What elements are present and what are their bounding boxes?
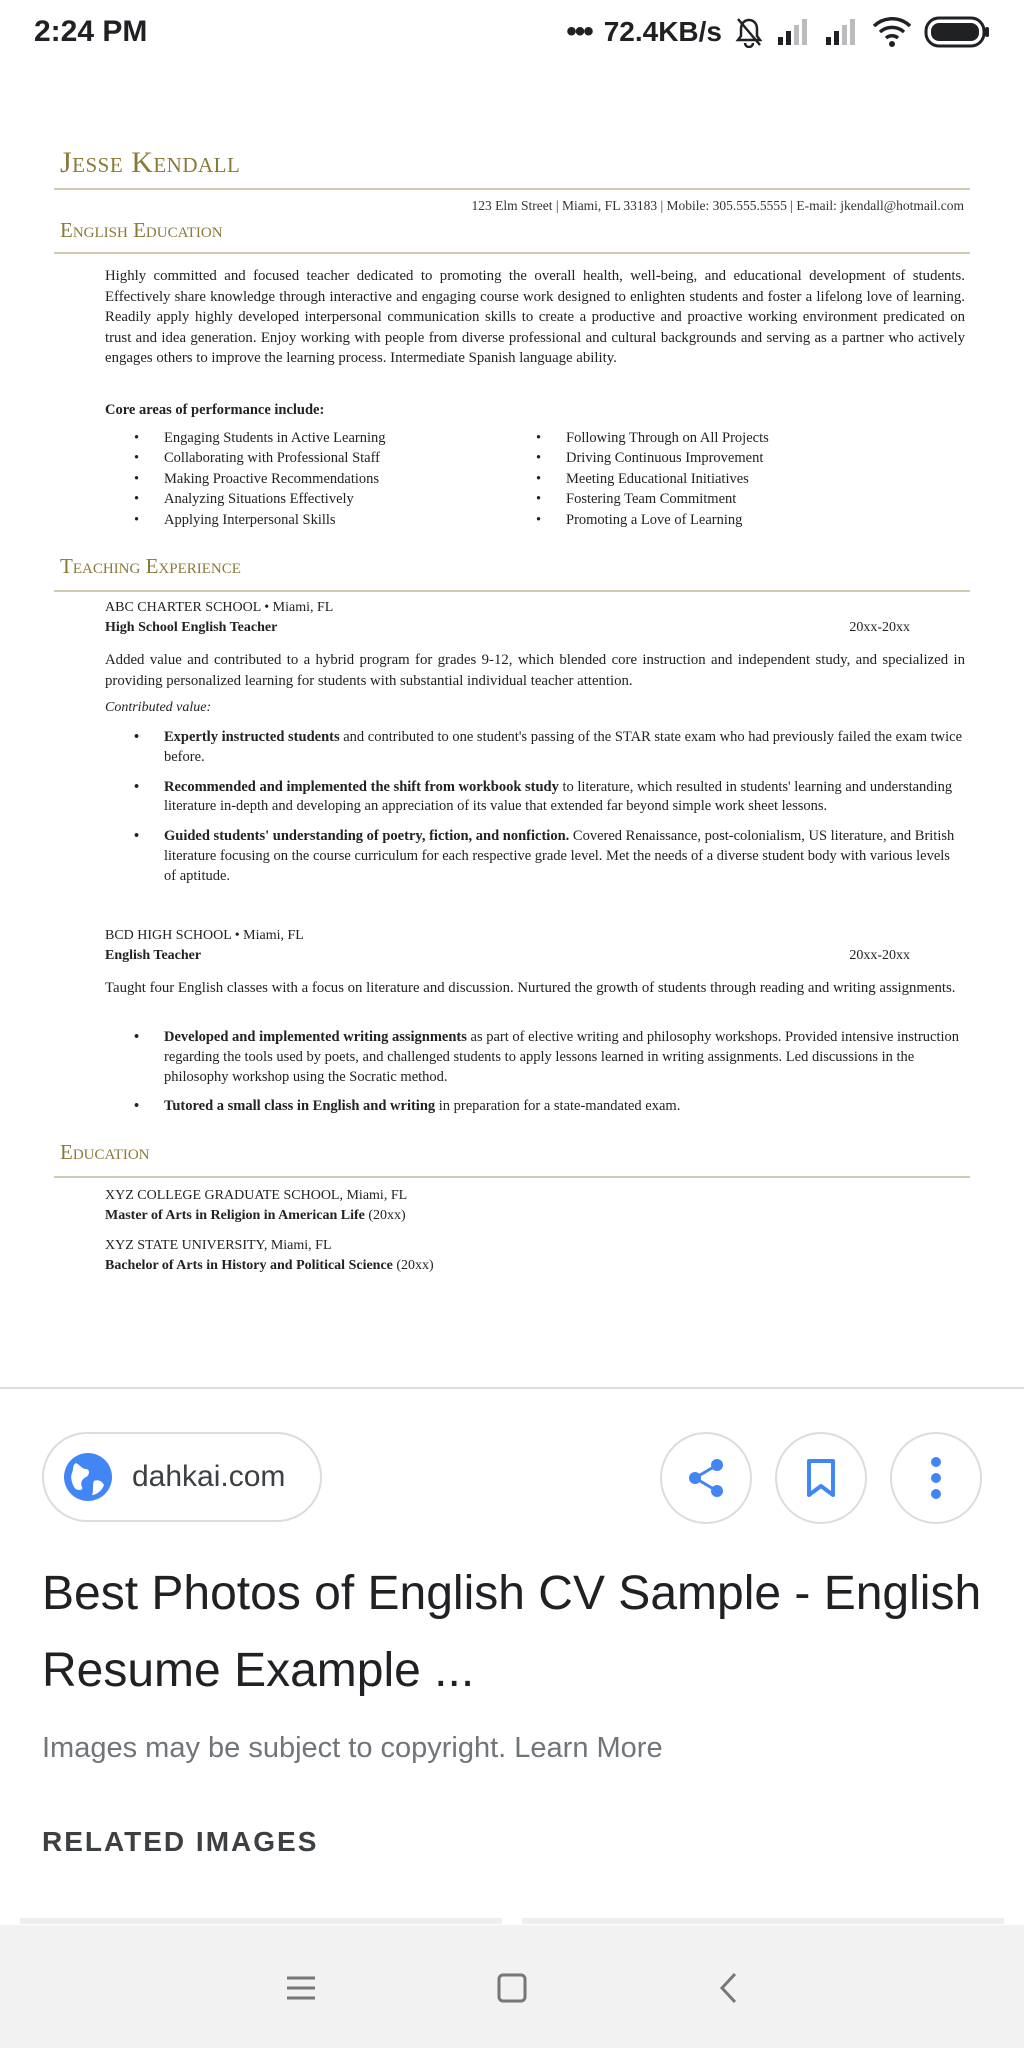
job1-bullets [134,728,964,897]
resume-rule [54,188,970,190]
related-images-heading: RELATED IMAGES [42,1826,319,1857]
signal-icon-2 [824,17,860,47]
resume-title: English Education [60,218,223,242]
list-item: • Promoting a Love of Learning [536,510,769,530]
education-title: Education [60,1140,150,1164]
job2-role: English Teacher [105,948,202,963]
back-nav-button[interactable] [703,1963,753,2013]
edu2-degree: Bachelor of Arts in History and Political Science (20xx) [105,1258,434,1273]
list-item: • Applying Interpersonal Skills [134,510,386,530]
list-item: • Expertly instructed students and contributed to one student's passing of the STAR state exam who had previously failed the exam twice before. [134,728,964,768]
resume-name: Jesse Kendall [60,146,241,179]
job1-dates: 20xx-20xx [849,620,910,635]
resume-image[interactable] [50,130,980,1300]
job2-dates: 20xx-20xx [849,948,910,963]
job1-contributed-label: Contributed value: [105,700,212,715]
battery-icon [924,15,990,49]
job1-description: Added value and contributed to a hybrid program for grades 9-12, which blended core instruction and independent study, and specialized in providing personalized learning for students with substantial individual teacher attention. [105,652,965,689]
menu-nav-button[interactable] [276,1963,326,2013]
navigation-bar [0,1925,1024,2048]
resume-contact: 123 Elm Street | Miami, FL 33183 | Mobile: 305.555.5555 | E-mail: jkendall@hotmail.com [471,198,964,213]
resume-rule [54,252,970,254]
list-item: • Following Through on All Projects [536,428,769,448]
more-dots-icon: ••• [566,15,592,48]
status-time: 2:24 PM [34,15,148,48]
core-heading: Core areas of performance include: [105,402,325,418]
home-square-icon [496,1972,528,2004]
share-icon [684,1456,728,1500]
job2-bullets [134,1028,964,1127]
menu-icon [285,1974,317,2002]
job2-school: BCD HIGH SCHOOL • Miami, FL [105,928,304,943]
source-site-chip[interactable] [42,1432,322,1522]
status-bar [0,0,1024,64]
list-item: • Developed and implemented writing assignments as part of elective writing and philosophy workshops. Provided intensive instruction regarding the tools used by poets, and challenged students to apply lessons learned in writing assignments. Led discussions in the philosophy workshop using the Socratic method. [134,1028,964,1087]
list-item: • Recommended and implemented the shift from workbook study to literature, which resulted in students' learning and understanding literature in-depth and developing an appreciation of its value that extended far beyond simple work sheet lessons. [134,778,964,818]
core-list-left [134,428,386,530]
bookmark-icon [803,1457,839,1499]
status-icons [566,15,990,49]
result-title[interactable]: Best Photos of English CV Sample - English Resume Example ... [42,1567,982,1697]
panel-divider [0,1387,1024,1389]
list-item: • Guided students' understanding of poetry, fiction, and nonfiction. Covered Renaissance, post-colonialism, US literature, and British literature focusing on the course curriculum for each respective grade level. Met the needs of a diverse student body with various levels of aptitude. [134,827,964,886]
experience-title: Teaching Experience [60,554,241,578]
resume-rule [54,590,970,592]
edu1-degree: Master of Arts in Religion in American Life (20xx) [105,1208,406,1223]
edu2-school: XYZ STATE UNIVERSITY, Miami, FL [105,1238,332,1253]
list-item: • Tutored a small class in English and writing in preparation for a state-mandated exam. [134,1097,964,1117]
related-thumbnails[interactable] [20,1918,1004,1924]
globe-icon [62,1451,114,1503]
list-item: • Meeting Educational Initiatives [536,469,769,489]
related-thumbnail[interactable] [522,1918,1004,1924]
share-button[interactable] [660,1432,752,1524]
resume-summary: Highly committed and focused teacher dedicated to promoting the overall health, well-being, and educational development of students. Effectively share knowledge through interactive and engaging course work designed to enlighten students and foster a lifelong love of learning. Readily apply highly developed interpersonal communication skills to create a productive and proactive working environment predicated on trust and idea generation. Enjoy working with people from diverse professional and cultural backgrounds and serving as a partner who actively engages others to improve the learning process. Intermediate Spanish language ability. [105,268,965,367]
more-options-button[interactable] [890,1432,982,1524]
copyright-notice[interactable]: Images may be subject to copyright. Learn More [42,1732,663,1764]
back-chevron-icon [717,1971,739,2005]
job1-school: ABC CHARTER SCHOOL • Miami, FL [105,600,334,615]
list-item: • Making Proactive Recommendations [134,469,386,489]
core-list-right [536,428,769,530]
resume-rule [54,1176,970,1178]
home-nav-button[interactable] [487,1963,537,2013]
more-vert-icon [930,1456,942,1500]
list-item: • Engaging Students in Active Learning [134,428,386,448]
wifi-icon [872,16,912,48]
list-item: • Analyzing Situations Effectively [134,489,386,509]
edu1-school: XYZ COLLEGE GRADUATE SCHOOL, Miami, FL [105,1188,408,1203]
job2-description: Taught four English classes with a focus on literature and discussion. Nurtured the growth of students through reading and writing assignments. [105,980,956,996]
list-item: • Fostering Team Commitment [536,489,769,509]
list-item: • Driving Continuous Improvement [536,448,769,468]
source-domain: dahkai.com [132,1460,286,1493]
signal-icon-1 [776,17,812,47]
related-thumbnail[interactable] [20,1918,502,1924]
network-speed: 72.4KB/s [603,16,722,47]
job1-role: High School English Teacher [105,620,278,635]
bookmark-button[interactable] [775,1432,867,1524]
mute-bell-icon [734,16,764,48]
list-item: • Collaborating with Professional Staff [134,448,386,468]
